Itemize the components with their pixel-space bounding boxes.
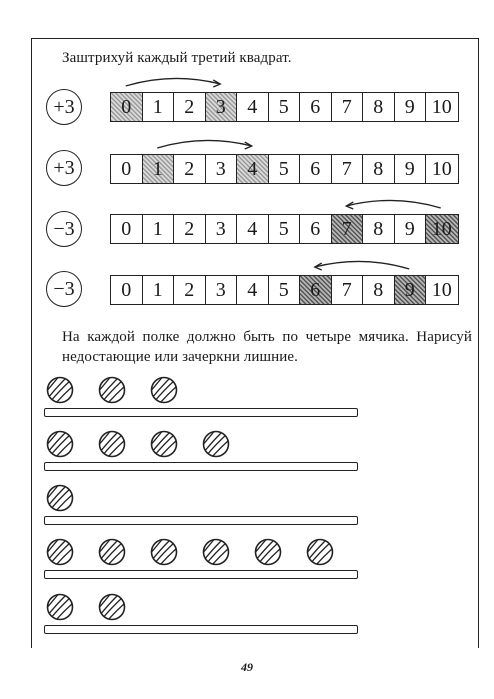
shelf <box>44 570 358 579</box>
cell-number: 5 <box>278 157 289 180</box>
number-cell[interactable] <box>111 276 143 304</box>
cell-number: 7 <box>341 95 352 118</box>
cell-number: 8 <box>373 278 384 301</box>
number-cell[interactable] <box>174 215 206 243</box>
number-cell[interactable] <box>395 215 427 243</box>
number-cell[interactable] <box>269 155 301 183</box>
cell-number: 4 <box>247 95 258 118</box>
striped-ball-icon[interactable] <box>46 376 74 404</box>
number-cell[interactable] <box>237 93 269 121</box>
number-cell-shaded[interactable] <box>206 93 238 121</box>
cell-number: 0 <box>121 278 132 301</box>
cell-number: 1 <box>152 157 163 180</box>
cell-number: 6 <box>310 278 321 301</box>
cell-number: 6 <box>310 217 321 240</box>
number-cell-shaded[interactable] <box>300 276 332 304</box>
cell-number: 6 <box>310 157 321 180</box>
number-row <box>110 92 459 122</box>
striped-ball-icon[interactable] <box>306 538 334 566</box>
striped-ball-icon[interactable] <box>150 430 178 458</box>
striped-ball-icon[interactable] <box>46 593 74 621</box>
cell-number: 2 <box>184 95 195 118</box>
cell-number: 10 <box>431 278 452 301</box>
striped-ball-icon[interactable] <box>98 538 126 566</box>
cell-number: 9 <box>404 278 415 301</box>
number-cell[interactable] <box>174 276 206 304</box>
number-cell-shaded[interactable] <box>111 93 143 121</box>
striped-ball-icon[interactable] <box>150 538 178 566</box>
cell-number: 8 <box>373 95 384 118</box>
number-cell[interactable] <box>206 276 238 304</box>
operation-circle <box>46 211 82 247</box>
cell-number: 3 <box>215 278 226 301</box>
cell-number: 9 <box>404 217 415 240</box>
number-cell[interactable] <box>426 155 458 183</box>
shelf-row <box>44 593 364 647</box>
cell-number: 10 <box>431 95 452 118</box>
operation-label: −3 <box>53 217 75 240</box>
number-cell[interactable] <box>395 93 427 121</box>
cell-number: 2 <box>184 278 195 301</box>
cell-number: 1 <box>152 95 163 118</box>
cell-number: 2 <box>184 157 195 180</box>
number-cell[interactable] <box>269 276 301 304</box>
cell-number: 8 <box>373 217 384 240</box>
cell-number: 1 <box>152 217 163 240</box>
cell-number: 3 <box>215 95 226 118</box>
cell-number: 1 <box>152 278 163 301</box>
cell-number: 5 <box>278 217 289 240</box>
cell-number: 10 <box>431 157 452 180</box>
number-cell[interactable] <box>237 276 269 304</box>
number-cell[interactable] <box>143 215 175 243</box>
striped-ball-icon[interactable] <box>46 430 74 458</box>
number-cell[interactable] <box>300 155 332 183</box>
number-cell[interactable] <box>143 276 175 304</box>
number-cell[interactable] <box>206 155 238 183</box>
cell-number: 9 <box>404 157 415 180</box>
cell-number: 10 <box>431 217 452 240</box>
number-cell[interactable] <box>237 215 269 243</box>
number-cell[interactable] <box>174 93 206 121</box>
striped-ball-icon[interactable] <box>46 538 74 566</box>
number-cell[interactable] <box>269 93 301 121</box>
shelf <box>44 516 358 525</box>
shelf-row <box>44 430 364 484</box>
cell-number: 5 <box>278 278 289 301</box>
striped-ball-icon[interactable] <box>202 430 230 458</box>
operation-circle <box>46 89 82 125</box>
striped-ball-icon[interactable] <box>98 430 126 458</box>
cell-number: 5 <box>278 95 289 118</box>
shelf <box>44 408 358 417</box>
cell-number: 8 <box>373 157 384 180</box>
number-cell[interactable] <box>174 155 206 183</box>
cell-number: 4 <box>247 278 258 301</box>
cell-number: 7 <box>341 157 352 180</box>
number-cell[interactable] <box>332 93 364 121</box>
cell-number: 3 <box>215 157 226 180</box>
cell-number: 7 <box>341 217 352 240</box>
number-cell[interactable] <box>426 276 458 304</box>
shelf-row <box>44 538 364 592</box>
striped-ball-icon[interactable] <box>46 484 74 512</box>
number-cell[interactable] <box>269 215 301 243</box>
page-number: 49 <box>241 660 253 674</box>
striped-ball-icon[interactable] <box>202 538 230 566</box>
number-cell-shaded[interactable] <box>332 215 364 243</box>
operation-label: +3 <box>53 156 75 179</box>
number-cell[interactable] <box>363 276 395 304</box>
number-cell[interactable] <box>206 215 238 243</box>
task1-instruction: Заштрихуй каждый третий квадрат. <box>62 50 292 66</box>
number-row <box>110 214 459 244</box>
striped-ball-icon[interactable] <box>98 593 126 621</box>
number-cell[interactable] <box>363 93 395 121</box>
number-row <box>110 154 459 184</box>
number-cell[interactable] <box>332 155 364 183</box>
operation-label: +3 <box>53 95 75 118</box>
operation-circle <box>46 271 82 307</box>
number-cell[interactable] <box>363 155 395 183</box>
operation-circle <box>46 150 82 186</box>
number-cell-shaded[interactable] <box>395 276 427 304</box>
cell-number: 6 <box>310 95 321 118</box>
operation-label: −3 <box>53 277 75 300</box>
cell-number: 3 <box>215 217 226 240</box>
number-cell-shaded[interactable] <box>426 215 458 243</box>
cell-number: 9 <box>404 95 415 118</box>
number-cell[interactable] <box>300 215 332 243</box>
number-cell[interactable] <box>111 155 143 183</box>
cell-number: 0 <box>121 157 132 180</box>
number-cell-shaded[interactable] <box>143 155 175 183</box>
cell-number: 4 <box>247 217 258 240</box>
cell-number: 2 <box>184 217 195 240</box>
cell-number: 7 <box>341 278 352 301</box>
shelf <box>44 462 358 471</box>
shelf-row <box>44 484 364 538</box>
number-cell[interactable] <box>111 215 143 243</box>
number-cell-shaded[interactable] <box>237 155 269 183</box>
number-cell[interactable] <box>143 93 175 121</box>
task2-instruction: На каждой полке должно быть по четыре мячика. Нарисуй недостающие или зачеркни лишние. <box>62 329 472 365</box>
striped-ball-icon[interactable] <box>98 376 126 404</box>
shelf <box>44 625 358 634</box>
cell-number: 0 <box>121 95 132 118</box>
number-cell[interactable] <box>300 93 332 121</box>
shelf-row <box>44 376 364 430</box>
number-cell[interactable] <box>426 93 458 121</box>
number-row <box>110 275 459 305</box>
striped-ball-icon[interactable] <box>254 538 282 566</box>
number-cell[interactable] <box>332 276 364 304</box>
striped-ball-icon[interactable] <box>150 376 178 404</box>
number-cell[interactable] <box>395 155 427 183</box>
cell-number: 4 <box>247 157 258 180</box>
number-cell[interactable] <box>363 215 395 243</box>
cell-number: 0 <box>121 217 132 240</box>
